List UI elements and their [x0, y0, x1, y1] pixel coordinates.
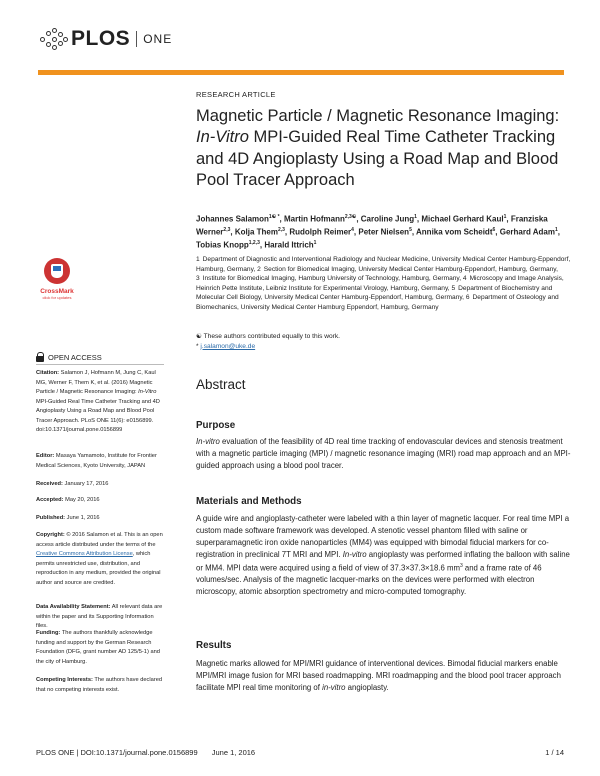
author-name: Harald Ittrich	[264, 240, 314, 250]
competing-interests-text: The authors have declared that no competing interests exist.	[36, 677, 163, 693]
data-availability-text: All relevant data are within the paper and its Supporting Information files.	[36, 604, 163, 629]
affiliation-number: 1	[196, 256, 200, 263]
affiliation-number: 5	[451, 284, 456, 292]
article-title	[196, 106, 576, 191]
copyright-label: Copyright:	[36, 532, 65, 538]
author-name: Johannes Salamon	[196, 214, 269, 224]
affiliation-number: 4	[462, 275, 467, 283]
author-affiliation-mark: 1	[503, 214, 507, 220]
accepted-block	[36, 496, 166, 506]
author-name: Franziska Werner	[196, 214, 548, 237]
results-heading: Results	[196, 640, 232, 651]
methods-text-mid: angioplasty was performed inflating the balloon with saline or MM4. MPI data were acquired using a field of view of 37.3×37.3×18.6 mm	[196, 549, 570, 573]
sidebar-divider	[36, 364, 164, 365]
citation-italic: In-Vitro	[138, 389, 157, 395]
logo-divider	[136, 31, 137, 47]
affiliation-text: Department of Biochemistry and Molecular Cell Biology, University Medical Center Hamburg-Eppendorf, Hamburg, Germany,	[196, 284, 553, 302]
plos-dots-icon	[40, 28, 68, 50]
published-date: June 1, 2016	[66, 515, 100, 521]
author-name: Rudolph Reimer	[289, 227, 352, 237]
journal-name: PLOS	[71, 27, 131, 50]
author-notes	[196, 332, 576, 351]
crossmark-sub: click for updates	[42, 295, 72, 300]
purpose-heading: Purpose	[196, 420, 236, 431]
page-footer	[36, 748, 564, 757]
funding-block	[36, 629, 166, 667]
open-access-badge	[36, 352, 176, 362]
accepted-date: May 20, 2016	[65, 497, 100, 503]
equal-contribution-note: ☯ These authors contributed equally to this work.	[196, 333, 340, 340]
corresponding-email-link[interactable]: j.salamon@uke.de	[200, 342, 256, 350]
author-name: Annika vom Scheidt	[416, 227, 493, 237]
author-affiliation-mark: 2,3	[223, 226, 231, 233]
methods-text: A guide wire and angioplasty-catheter were labeled with a thin layer of magnetic lacquer. For real time MPI a custom made software framework was developed. A stenotic vessel phantom filled with saline or superparamagnetic iron oxide nanoparticles (MM4) was equipped with bimodal fiducial markers for co-registration in preclinical 7T MRI and MPI.	[196, 514, 570, 559]
copyright-block	[36, 531, 166, 588]
results-text: Magnetic marks allowed for MPI/MRI guidance of interventional devices. Bimodal fiducial markers enable MPI/MRI image fusion for MRI based roadmapping. MRI roadmapping and the blood pool tracer approach facilitate MPI real time monitoring of	[196, 659, 561, 692]
footer-date: June 1, 2016	[211, 748, 256, 757]
received-label: Received:	[36, 481, 63, 487]
affiliation-text: Section for Biomedical Imaging, University Medical Center Hamburg-Eppendorf, Hamburg, Germany,	[263, 265, 558, 273]
author-list: Johannes Salamon$^{1☯ *}$, Martin Hofmann$^{2,3☯}$, Caroline Jung$^1$, Michael Gerhard Kaul$^1$, Franziska Werner$^{2,3}$, Kolja Them$^{2,3}$, Rudolph Reimer$^4$, Peter Nielsen$^5$, Annika vom Scheidt$^6$, Gerhard Adam$^1$, Tobias Knopp$^{1,2,3}$, Harald Ittrich$^1$	[196, 214, 561, 250]
published-label: Published:	[36, 515, 66, 521]
open-access-label: OPEN ACCESS	[48, 352, 102, 362]
competing-interests-block	[36, 676, 166, 695]
published-block	[36, 514, 166, 524]
author-affiliation-mark: 1☯ *	[268, 214, 280, 220]
affiliation-number: 6	[465, 294, 470, 302]
affiliation-number: 2	[257, 265, 261, 273]
crossmark-icon	[44, 258, 70, 286]
citation-block	[36, 369, 166, 436]
license-link[interactable]: Creative Commons Attribution License	[36, 551, 133, 557]
purpose-text: evaluation of the feasibility of 4D real time tracking of endovascular devices and stenosis treatment with a magnetic particle imaging (MPI) / magnetic resonance imaging (MRI) road map approach and an MPI-guided approach using a blood pool tracer.	[196, 437, 571, 470]
received-block	[36, 480, 166, 490]
methods-heading: Materials and Methods	[196, 496, 302, 507]
methods-paragraph	[196, 513, 576, 598]
author-name: Martin Hofmann	[283, 214, 345, 224]
header-accent-bar	[38, 70, 564, 75]
methods-italic: In-vitro	[342, 549, 367, 559]
editor-text: Masaya Yamamoto, Institute for Frontier Medical Sciences, Kyoto University, JAPAN	[36, 453, 157, 469]
copyright-text: © 2016 Salamon et al. This is an open access article distributed under the terms of the	[36, 532, 163, 548]
footer-doi: PLOS ONE | DOI:10.1371/journal.pone.0156899	[36, 748, 198, 757]
author-name: Tobias Knopp	[196, 240, 249, 250]
citation-text: Salamon J, Hofmann M, Jung C, Kaul MG, Werner F, Them K, et al. (2016) Magnetic Particle / Magnetic Resonance Imaging:	[36, 370, 156, 395]
author-affiliation-mark: 1,2,3	[248, 239, 260, 246]
journal-logo[interactable]	[40, 26, 180, 52]
corresponding-author-note	[196, 342, 576, 352]
corresponding-mark: *	[196, 342, 199, 350]
affiliation-text: Institute for Biomedical Imaging, Hamburg University of Technology, Hamburg, Germany,	[202, 275, 462, 283]
author-name: Gerhard Adam	[499, 227, 555, 237]
affiliation-text: Department of Osteology and Biomechanics, University Medical Center Hamburg Eppendorf, Hamburg, Germany	[196, 294, 559, 311]
editor-label: Editor:	[36, 453, 55, 459]
journal-subname: ONE	[143, 32, 173, 46]
funding-text: The authors thankfully acknowledge funding and support by the German Research Foundation (DFG, grant number AD 125/5-1) and the city of Hamburg.	[36, 630, 160, 665]
crossmark-badge[interactable]	[36, 258, 78, 300]
methods-superscript: 3	[459, 562, 463, 569]
author-name: Caroline Jung	[360, 214, 415, 224]
affiliation-number: 3	[196, 275, 200, 283]
results-text-end: angioplasty.	[345, 682, 389, 692]
purpose-paragraph	[196, 436, 576, 472]
author-affiliation-mark: 1	[414, 214, 417, 220]
author-affiliation-mark: 1	[555, 226, 558, 233]
title-text-end: MPI-Guided Real Time Catheter Tracking and 4D Angioplasty Using a Road Map and Blood Pool Tracer Approach	[196, 128, 559, 189]
data-availability-block	[36, 603, 166, 632]
results-italic: in-vitro	[322, 682, 346, 692]
affiliation-list	[196, 255, 576, 313]
abstract-heading: Abstract	[196, 377, 246, 392]
citation-label: Citation:	[36, 370, 60, 376]
author-name: Michael Gerhard Kaul	[421, 214, 504, 224]
competing-interests-label: Competing Interests:	[36, 677, 93, 683]
article-type: RESEARCH ARTICLE	[196, 90, 276, 99]
accepted-label: Accepted:	[36, 497, 64, 503]
open-lock-icon	[36, 352, 44, 362]
data-availability-label: Data Availability Statement:	[36, 604, 111, 610]
author-affiliation-mark: 2,3	[277, 226, 285, 233]
author-affiliation-mark: 4	[351, 226, 354, 233]
title-text: Magnetic Particle / Magnetic Resonance Imaging:	[196, 107, 560, 125]
crossmark-label: CrossMark	[40, 288, 74, 295]
purpose-italic: In-vitro	[196, 437, 220, 446]
author-name: Kolja Them	[234, 227, 278, 237]
affiliation-text: Microscopy and Image Analysis, Heinrich Pette Institute, Leibniz Institute for Experimental Virology, Hamburg, Germany,	[196, 275, 564, 292]
author-affiliation-mark: 6	[492, 226, 496, 233]
editor-block	[36, 452, 166, 471]
received-date: January 17, 2016	[64, 481, 109, 487]
page-number: 1 / 14	[545, 748, 564, 757]
citation-text-end: MPI-Guided Real Time Catheter Tracking and 4D Angioplasty Using a Road Map and Blood Pool Tracer Approach. PLoS ONE 11(6): e0156899. doi:10.1371/journal.pone.0156899	[36, 398, 160, 433]
results-paragraph	[196, 658, 576, 694]
methods-text-end: and a frame rate of 46 volumes/sec. Analysis of the magnetic lacquer-marks on the devices were performed with electron microscopy, atomic absorption spectrometry and micro-computed tomography.	[196, 563, 542, 597]
author-affiliation-mark: 2,3☯	[344, 214, 357, 220]
affiliation-text: Department of Diagnostic and Interventional Radiology and Nuclear Medicine, University Medical Center Hamburg-Eppendorf, Hamburg, Germany,	[196, 256, 571, 273]
author-affiliation-mark: 5	[409, 226, 412, 233]
author-affiliation-mark: 1	[313, 239, 317, 246]
copyright-text-end: , which permits unrestricted use, distribution, and reproduction in any medium, provided the original author and source are credited.	[36, 551, 161, 586]
funding-label: Funding:	[36, 630, 61, 636]
title-italic: In-Vitro	[196, 128, 249, 147]
author-name: Peter Nielsen	[358, 227, 410, 237]
